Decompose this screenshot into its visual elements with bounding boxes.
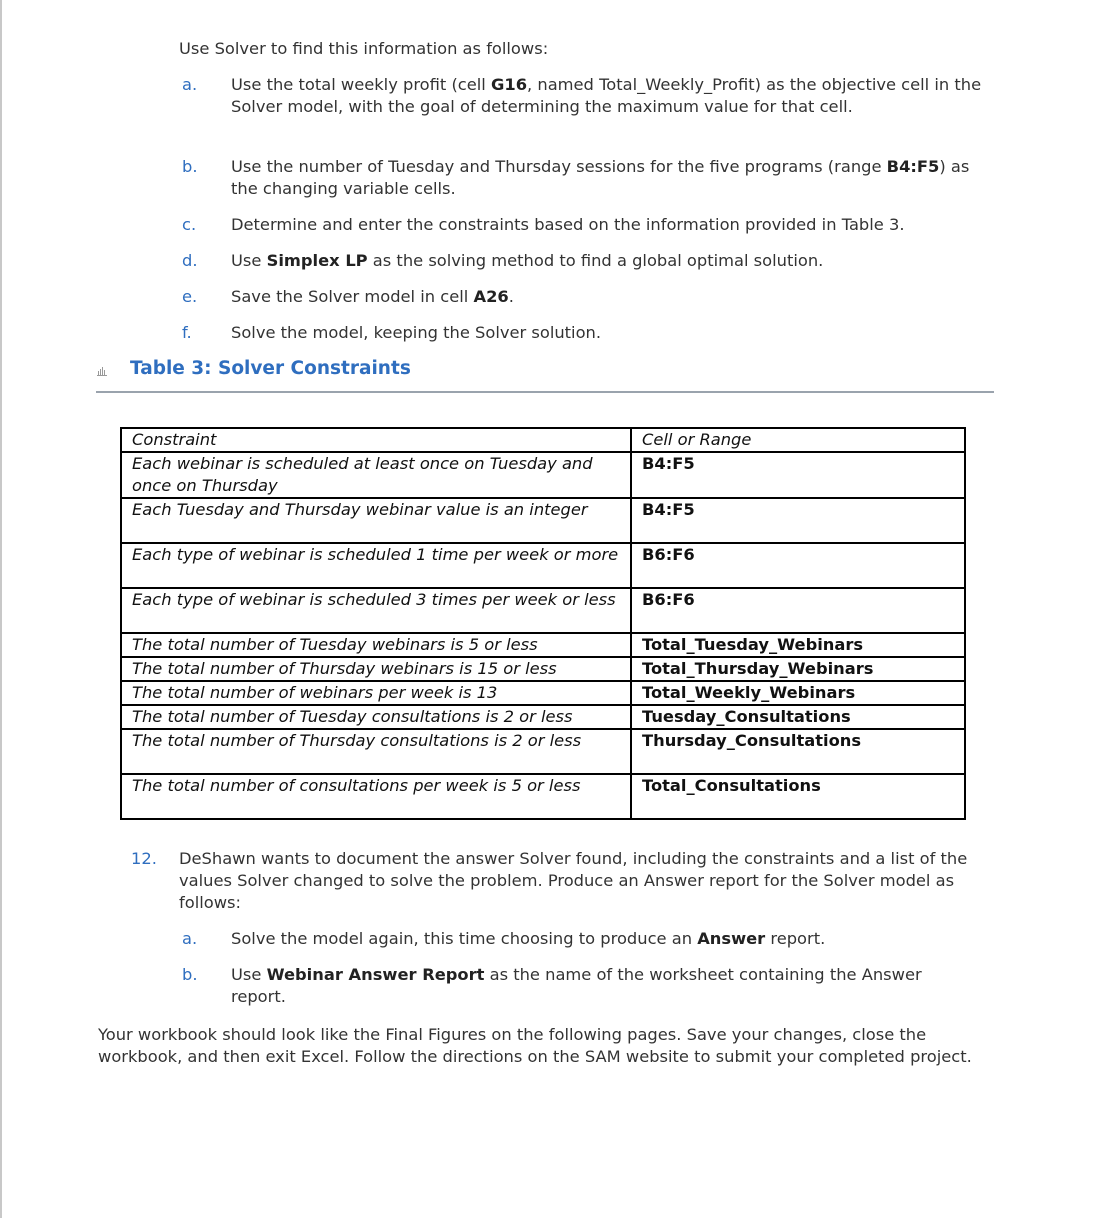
range-cell: B4:F5: [631, 498, 965, 543]
table-row: [121, 633, 965, 657]
step-a-text: Use the total weekly profit (cell G16, named Total_Weekly_Profit) as the objective cell in the Solver model, with the goal of determining the maximum value for that cell.: [231, 75, 982, 116]
constraint-cell: Each type of webinar is scheduled 3 times per week or less: [121, 588, 631, 633]
step-b-text: Use the number of Tuesday and Thursday sessions for the five programs (range B4:F5) as the changing variable cells.: [231, 157, 970, 198]
step-label: b.: [182, 965, 198, 984]
range-cell: Total_Consultations: [631, 774, 965, 819]
table-row: [121, 543, 965, 588]
step-label: c.: [182, 215, 197, 234]
step-label: e.: [182, 287, 198, 306]
step-label: a.: [182, 75, 198, 94]
range-cell: B6:F6: [631, 543, 965, 588]
constraint-cell: Each Tuesday and Thursday webinar value is an integer: [121, 498, 631, 543]
constraint-cell: Each type of webinar is scheduled 1 time per week or more: [121, 543, 631, 588]
header-constraint: Constraint: [121, 428, 631, 452]
step-12-label: 12.: [131, 849, 157, 868]
range-cell: Total_Weekly_Webinars: [631, 681, 965, 705]
step-label: b.: [182, 157, 198, 176]
step-e-text: Save the Solver model in cell A26.: [231, 287, 514, 306]
constraint-cell: The total number of webinars per week is 13: [121, 681, 631, 705]
range-cell: Total_Tuesday_Webinars: [631, 633, 965, 657]
range-cell: B6:F6: [631, 588, 965, 633]
range-cell: B4:F5: [631, 452, 965, 498]
table-row: [121, 588, 965, 633]
table-row: [121, 452, 965, 498]
range-cell: Tuesday_Consultations: [631, 705, 965, 729]
solver-constraints-table: [120, 427, 966, 820]
table-row: [121, 729, 965, 774]
range-cell: Thursday_Consultations: [631, 729, 965, 774]
intro-text: Use Solver to find this information as follows:: [179, 39, 549, 58]
page-left-border: [0, 0, 2, 1218]
step-12-text: DeShawn wants to document the answer Solver found, including the constraints and a list of the values Solver changed to solve the problem. Produce an Answer report for the Solver model as follows:: [179, 849, 968, 912]
table-chart-icon: [97, 366, 107, 376]
step-label: a.: [182, 929, 198, 948]
constraint-cell: The total number of Tuesday webinars is 5 or less: [121, 633, 631, 657]
table-row: [121, 498, 965, 543]
header-cell-range: Cell or Range: [631, 428, 965, 452]
step-f-text: Solve the model, keeping the Solver solution.: [231, 323, 602, 342]
constraint-cell: The total number of Thursday consultations is 2 or less: [121, 729, 631, 774]
step-c-text: Determine and enter the constraints based on the information provided in Table 3.: [231, 215, 905, 234]
table-row: [121, 681, 965, 705]
range-cell: Total_Thursday_Webinars: [631, 657, 965, 681]
step-label: d.: [182, 251, 198, 270]
table-title: Table 3: Solver Constraints: [130, 358, 411, 379]
constraint-cell: The total number of Tuesday consultations is 2 or less: [121, 705, 631, 729]
constraint-cell: Each webinar is scheduled at least once on Tuesday and once on Thursday: [121, 452, 631, 498]
step-12a-text: Solve the model again, this time choosing to produce an Answer report.: [231, 929, 826, 948]
table-row: [121, 774, 965, 819]
table-row: [121, 705, 965, 729]
constraint-cell: The total number of Thursday webinars is 15 or less: [121, 657, 631, 681]
closing-text: Your workbook should look like the Final Figures on the following pages. Save your changes, close the workbook, and then exit Excel. Follow the directions on the SAM website to submit your completed project.: [98, 1025, 972, 1066]
step-12b-text: Use Webinar Answer Report as the name of the worksheet containing the Answer report.: [231, 965, 922, 1006]
step-d-text: Use Simplex LP as the solving method to find a global optimal solution.: [231, 251, 824, 270]
constraint-cell: The total number of consultations per week is 5 or less: [121, 774, 631, 819]
step-label: f.: [182, 323, 192, 342]
table-header-row: [121, 428, 965, 452]
heading-divider: [96, 391, 994, 393]
table-row: [121, 657, 965, 681]
